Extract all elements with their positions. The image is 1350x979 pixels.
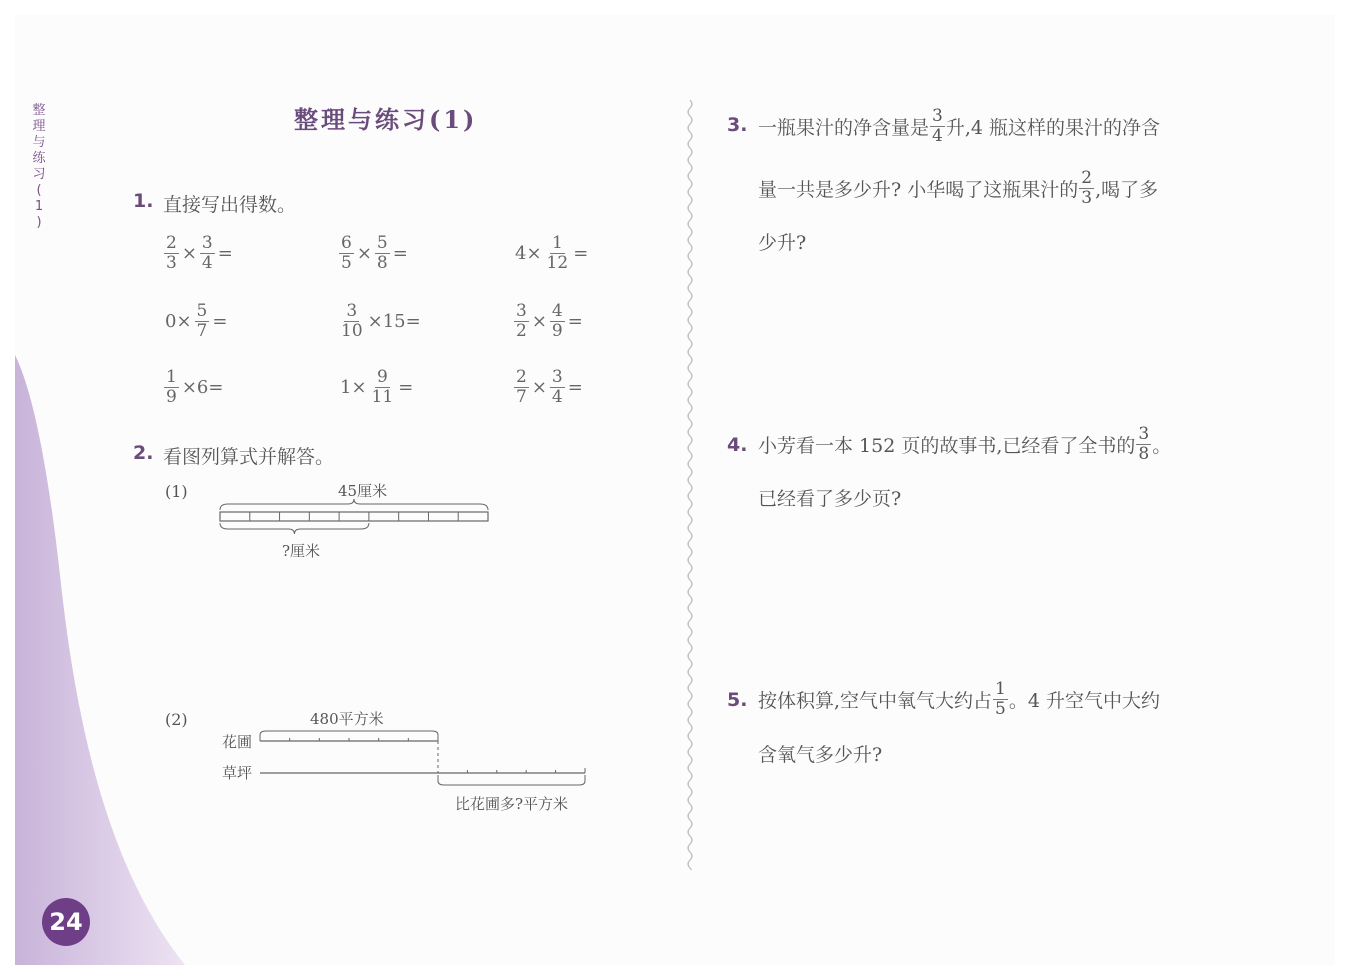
q2-part2-top-label: 480平方米 [310,710,384,728]
page-number: 24 [42,898,90,946]
frac-denominator: 3 [1081,187,1093,208]
fraction [375,234,390,273]
side-title-char: 与 [32,135,46,150]
q4-line2: 已经看了多少页? [758,488,902,510]
q4-fraction [1136,425,1151,464]
q3-fraction-2 [1079,169,1094,208]
q3-line1-text-b: 升,4 瓶这样的果汁的净含 [945,116,1161,139]
frac-denominator: 10 [341,320,363,341]
fraction [514,368,529,407]
expr-prefix: 0× [165,310,192,332]
frac-denominator: 3 [166,252,177,273]
q4-line1-text-b: 。 [1152,434,1172,457]
q2-segment-diagram-2 [255,725,595,795]
frac-denominator: 12 [546,252,569,273]
equals-sign: = [392,242,408,264]
q1-number: 1. [133,190,154,212]
equals-sign: = [567,376,583,398]
q5-line1 [758,677,1160,721]
frac-numerator: 1 [166,366,177,387]
equals-sign: = [398,376,414,398]
fraction [164,368,179,407]
q2-part2-label: (2) [165,710,188,729]
q3-fraction-1 [930,107,945,146]
frac-numerator: 4 [551,300,563,321]
q3-number: 3. [727,114,748,136]
q2-part1-top-label: 45厘米 [338,482,388,500]
fraction [200,234,215,273]
fraction [195,302,210,341]
frac-numerator: 3 [1138,423,1150,444]
fraction [164,234,179,273]
expr-prefix: 4× [515,242,542,264]
q5-line1-text-b: 。4 升空气中大约 [1008,689,1161,712]
q2-part1-bottom-label: ?厘米 [282,542,321,560]
frac-denominator: 4 [551,386,563,407]
bar-outline [220,512,488,521]
q5-line2: 含氧气多少升? [758,744,883,766]
side-title-char: 整 [32,103,46,118]
frac-denominator: 5 [995,698,1006,719]
q3-line2-text-a: 量一共是多少升? 小华喝了这瓶果汁的 [758,178,1079,201]
frac-numerator: 1 [551,232,563,253]
equals-sign: = [217,242,233,264]
side-title-char: 练 [32,151,46,166]
frac-numerator: 2 [166,232,177,253]
frac-numerator: 5 [196,300,208,321]
q3-line1-text-a: 一瓶果汁的净含量是 [758,116,930,139]
frac-denominator: 8 [1138,443,1150,464]
q1-expression [513,362,585,412]
frac-numerator: 3 [201,232,213,253]
fraction [514,302,529,341]
q1-expression [163,296,229,346]
q1-expression [163,228,235,278]
q5-line1-text-a: 按体积算,空气中氧气大约占 [758,689,993,712]
frac-numerator: 6 [341,232,352,253]
expr-prefix: 1× [340,376,367,398]
q1-expression [338,362,415,412]
frac-numerator: 3 [346,300,358,321]
q5-number: 5. [727,689,748,711]
side-title-char: ) [36,215,42,230]
q2-number: 2. [133,442,154,464]
fraction [550,302,565,341]
frac-denominator: 8 [376,252,388,273]
page-title: 整理与练习(1) [294,105,478,134]
times-sign: × [531,310,547,332]
frac-denominator: 7 [196,320,208,341]
frac-numerator: 2 [1081,167,1093,188]
fraction [339,302,365,341]
frac-denominator: 7 [516,386,527,407]
q3-line1 [758,104,1160,148]
fraction [550,368,565,407]
q4-line1-text-a: 小芳看一本 152 页的故事书,已经看了全书的 [758,434,1136,457]
q1-expression [513,228,590,278]
q2-part2-bottom-label: 比花圃多?平方米 [455,795,569,813]
frac-numerator: 1 [995,678,1006,699]
q2-part1-label: (1) [165,482,188,501]
q4-line1 [758,422,1171,466]
side-section-title [31,103,47,231]
q3-line2 [758,166,1158,210]
side-title-char: 习 [32,167,46,182]
frac-denominator: 9 [166,386,177,407]
q1-expression [163,362,225,412]
workbook-page [15,15,1335,965]
frac-numerator: 3 [516,300,527,321]
equals-sign: = [567,310,583,332]
fraction [545,234,571,273]
expr-suffix: ×15= [367,310,421,332]
frac-numerator: 5 [376,232,388,253]
q1-expression [513,296,585,346]
bottom-brace [438,775,585,785]
frac-denominator: 5 [341,252,352,273]
times-sign: × [531,376,547,398]
frac-numerator: 2 [516,366,527,387]
q2-part2-row1-label: 花圃 [222,733,253,751]
q1-expression [338,228,410,278]
q2-part2-row2-label: 草坪 [222,764,253,782]
frac-denominator: 2 [516,320,527,341]
frac-denominator: 4 [932,125,943,146]
q3-line3: 少升? [758,232,807,254]
frac-numerator: 9 [376,366,388,387]
equals-sign: = [573,242,589,264]
q3-line2-text-b: ,喝了多 [1095,178,1159,201]
q1-text: 直接写出得数。 [163,194,297,216]
equals-sign: = [212,310,228,332]
side-title-char: 1 [34,199,44,214]
q2-segment-diagram-1 [215,495,495,545]
times-sign: × [356,242,372,264]
bottom-brace [220,523,369,534]
expr-suffix: ×6= [181,376,224,398]
side-title-char: ( [36,183,42,198]
q5-fraction [993,680,1008,719]
q2-text: 看图列算式并解答。 [163,446,335,468]
q1-expression [338,296,423,346]
top-brace [220,499,488,510]
times-sign: × [181,242,197,264]
frac-denominator: 4 [201,252,213,273]
frac-denominator: 11 [371,386,394,407]
page-divider [680,100,700,870]
frac-numerator: 3 [932,105,943,126]
fraction [339,234,354,273]
fraction [370,368,396,407]
side-title-char: 理 [32,119,46,134]
frac-numerator: 3 [551,366,563,387]
q4-number: 4. [727,434,748,456]
frac-denominator: 9 [551,320,563,341]
